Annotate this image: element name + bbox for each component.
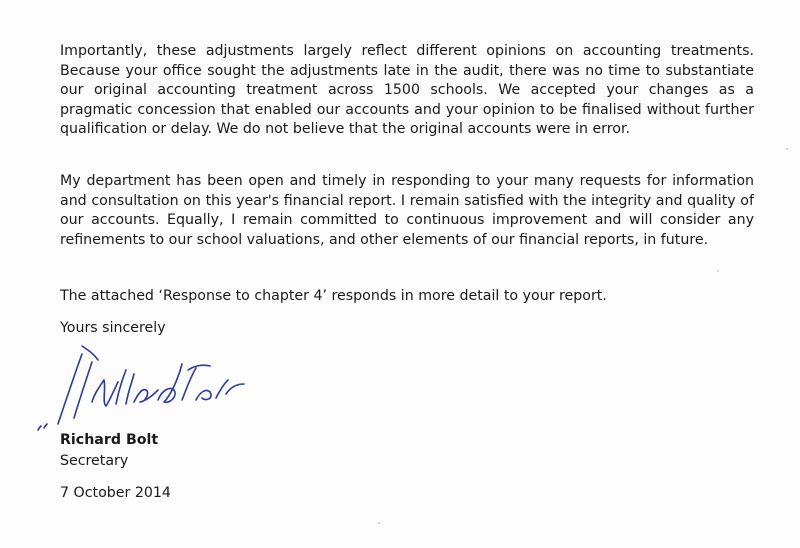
signatory-name: Richard Bolt xyxy=(60,432,159,448)
letter-date: 7 October 2014 xyxy=(60,485,171,501)
body-paragraph-adjustments: Importantly, these adjustments largely reflect different opinions on accounting treatments. Because your office sought the adjustments late in the audit, there was no time to substantiate our original accounting treatment across 1500 schools. We accepted your changes as a pragmatic concession that enabled our accounts and your opinion to be finalised without further qualification or delay. We do not believe that the original accounts were in error. xyxy=(60,43,754,137)
scan-speck xyxy=(717,270,719,272)
signatory-title: Secretary xyxy=(60,453,129,469)
scan-speck xyxy=(786,148,788,150)
body-paragraph-attachment: The attached ‘Response to chapter 4’ responds in more detail to your report. xyxy=(60,288,607,304)
scan-speck xyxy=(378,522,380,524)
closing-salutation: Yours sincerely xyxy=(60,320,166,336)
body-paragraph-department: My department has been open and timely in responding to your many requests for information and consultation on this year's financial report. I remain satisfied with the integrity and quality of our accounts. Equally, I remain committed to continuous improvement and will consider any refinements to our school valuations, and other elements of our financial reports, in future. xyxy=(60,173,754,248)
handwritten-signature xyxy=(30,340,270,435)
